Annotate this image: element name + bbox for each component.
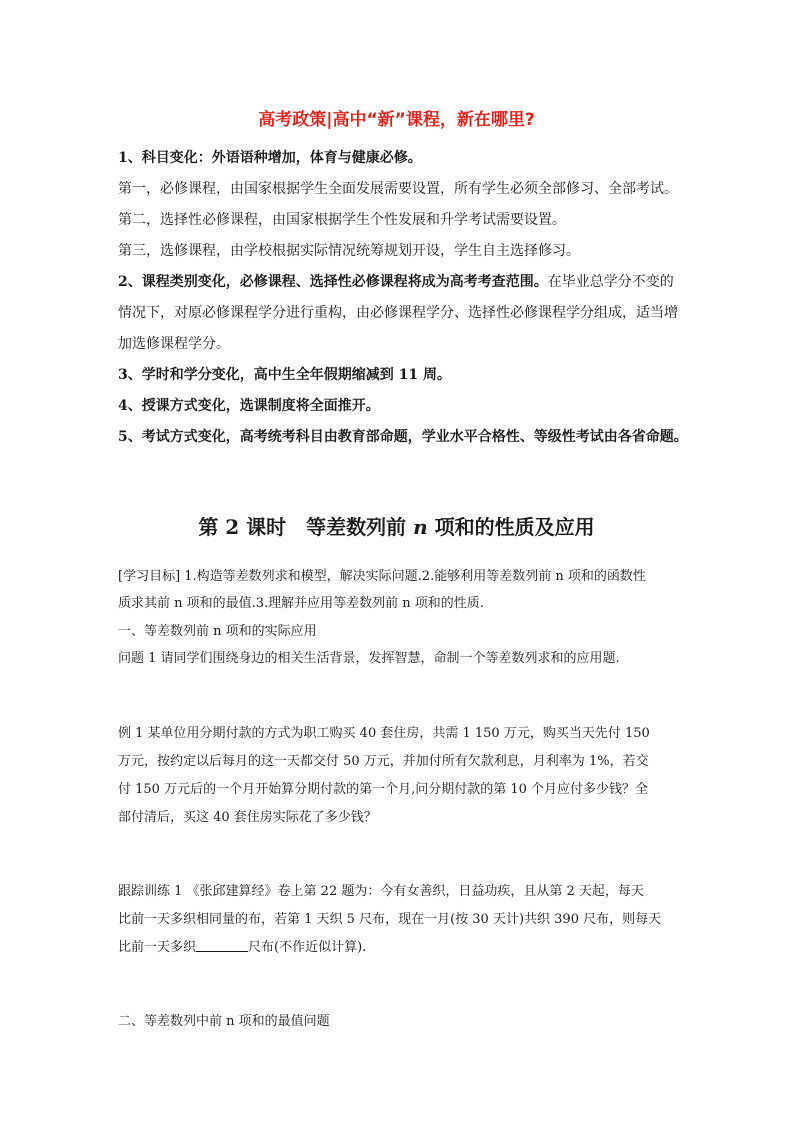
- policy-item2-heading: 2、课程类别变化，必修课程、选择性必修课程将成为高考考查范围。: [118, 274, 548, 290]
- policy-item2-line1: [118, 271, 674, 291]
- policy-item1-heading: 1、科目变化：外语语种增加，体育与健康必修。: [118, 150, 422, 166]
- practice1-line2: 比前一天多织相同量的布，若第 1 天织 5 尺布，现在一月(按 30 天计)共织 390 尺布，则每天: [118, 912, 662, 927]
- section1-heading: 一、等差数列前 n 项和的实际应用: [118, 624, 317, 639]
- policy-item1-line2: 第二，选择性必修课程，由国家根据学生个性发展和升学考试需要设置。: [118, 212, 566, 228]
- question1: 问题 1 请同学们围绕身边的相关生活背景，发挥智慧，命制一个等差数列求和的应用题.: [118, 651, 620, 666]
- policy-item1-line3: 第三，选修课程，由学校根据实际情况统筹规划开设，学生自主选择修习。: [118, 243, 580, 259]
- practice1-line3: [118, 936, 366, 955]
- example1-line2: 万元，按约定以后每月的这一天都交付 50 万元，并加付所有欠款利息，月利率为 1%，若交: [118, 754, 649, 769]
- policy-item5-heading: 5、考试方式变化，高考统考科目由教育部命题，学业水平合格性、等级性考试由各省命题。: [118, 429, 688, 445]
- practice1-line1: 跟踪训练 1 《张邱建算经》卷上第 22 题为：今有女善织，日益功疾，且从第 2 天起，每天: [118, 884, 644, 899]
- lesson-title: [0, 511, 793, 540]
- lesson-title-part1: 第 2 课时: [198, 515, 287, 539]
- section2-heading: 二、等差数列中前 n 项和的最值问题: [118, 1014, 330, 1029]
- policy-item2-line2: 情况下，对原必修课程学分进行重构，由必修课程学分、选择性必修课程学分组成，适当增: [118, 305, 678, 321]
- lesson-title-n: n: [413, 515, 428, 539]
- objectives-line2: 质求其前 n 项和的最值.3.理解并应用等差数列前 n 项和的性质.: [118, 596, 484, 611]
- example1-line4: 部付清后，买这 40 套住房实际花了多少钱？: [118, 810, 377, 825]
- example1-line1: 例 1 某单位用分期付款的方式为职工购买 40 套住房，共需 1 150 万元，购买当天先付 150: [118, 726, 650, 741]
- policy-item1-line1: 第一，必修课程，由国家根据学生全面发展需要设置，所有学生必须全部修习、全部考试。: [118, 181, 678, 197]
- policy-item3-heading: 3、学时和学分变化，高中生全年假期缩减到 11 周。: [118, 367, 451, 383]
- example1-line3: 付 150 万元后的一个月开始算分期付款的第一个月,问分期付款的第 10 个月应付多少钱？全: [118, 782, 649, 797]
- policy-item4-heading: 4、授课方式变化，选课制度将全面推开。: [118, 398, 380, 414]
- objectives-line1: [学习目标] 1.构造等差数列求和模型，解决实际问题.2.能够利用等差数列前 n 项和的函数性: [118, 569, 646, 584]
- policy-item2-line3: 加选修课程学分。: [118, 336, 230, 352]
- practice1-line3-a: 比前一天多织: [118, 940, 197, 955]
- policy-item2-text-a: 在毕业总学分不变的: [547, 274, 674, 290]
- policy-title: 高考政策|高中“新”课程，新在哪里?: [258, 110, 535, 130]
- answer-blank[interactable]: [196, 939, 248, 952]
- lesson-title-part3: 项和的性质及应用: [434, 515, 595, 539]
- lesson-title-part2: 等差数列前: [306, 515, 407, 539]
- practice1-line3-b: 尺布(不作近似计算).: [248, 940, 367, 955]
